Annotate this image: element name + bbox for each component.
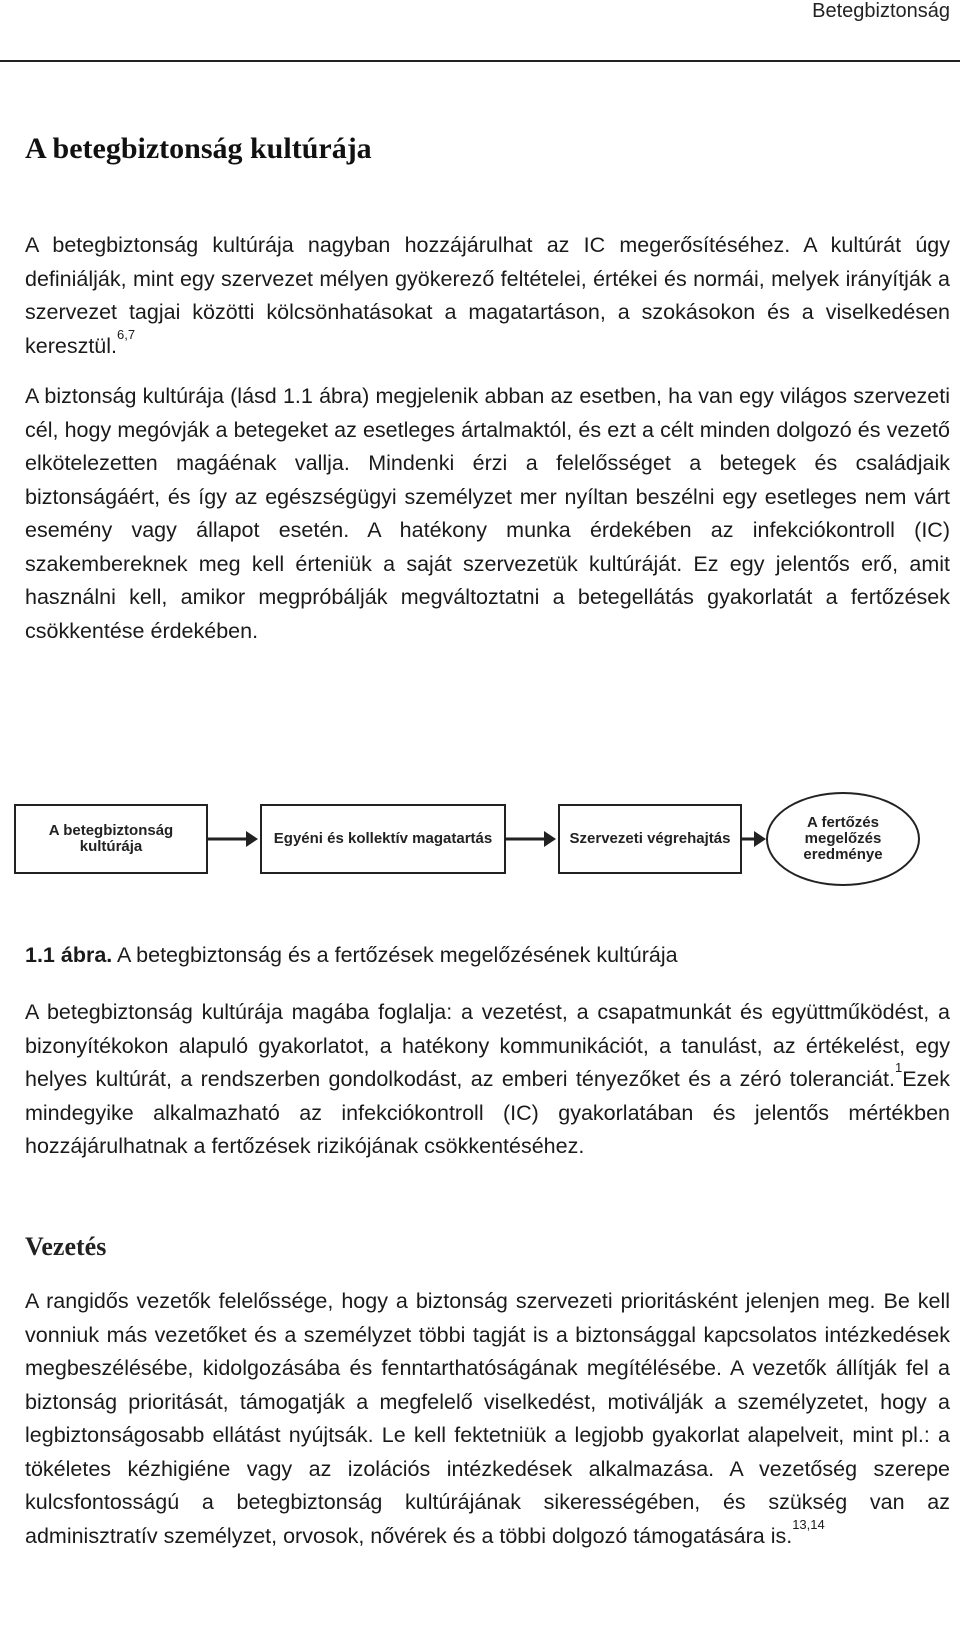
reference-superscript: 6,7 [117,326,136,342]
running-header: Betegbiztonság [812,0,950,22]
paragraph-safety-culture: A biztonság kultúrája (lásd 1.1 ábra) megjelenik abban az esetben, ha van egy világos szervezeti cél, hogy megóvják a betegeket az esetleges ártalmaktól, és ezt a célt minden dolgozó és vezető elkötelezetten magáénak vallja. Mindenki érzi a felelősséget a betegek és családjaik biztonságáért, és így az egészségügyi személyzet mer nyíltan beszélni egy esetleges nem várt esemény vagy állapot esetén. A hatékony munka érdekében az infekciókontroll (IC) szakembereknek meg kell érteniük a saját szervezetük kultúráját. Ez egy jelentős erő, amit használni kell, amikor megpróbálják megváltoztatni a betegellátás gyakorlatát a fertőzések csökkentése érdekében. [25,384,950,643]
paragraph-intro-text: A betegbiztonság kultúrája nagyban hozzájárulhat az IC megerősítéséhez. A kultúrát úgy definiálják, mint egy szervezet mélyen gyökerező feltételei, értékei és normái, melyek irányítják a szervezet tagjai közötti kölcsönhatásokat a magatartáson, a szokásokon és a viselkedésen keresztül. [25,233,950,358]
paragraph-intro [25,229,950,363]
figure-box-organisation: Szervezeti végrehajtás [558,804,742,874]
figure-ellipse-outcome: A fertőzés megelőzés eredménye [766,792,920,886]
reference-superscript: 13,14 [792,1516,825,1532]
paragraph-leadership [25,1285,950,1553]
arrow-icon [504,827,556,851]
paragraph-components [25,996,950,1164]
arrow-icon [740,827,766,851]
paragraph-components-text-a: A betegbiztonság kultúrája magába foglalja: a vezetést, a csapatmunkát és együttműködést, a bizonyítékokon alapuló gyakorlatot, a hatékony kommunikációt, a tanulást, az értékelést, egy helyes kultúrát, a rendszerben gondolkodást, az emberi tényezőket és a zéró toleranciát. [25,1000,950,1091]
paragraph-components-text-b: Ezek mindegyike alkalmazható az infekciókontroll (IC) gyakorlatában és jelentős mértékben hozzájárulhatnak a fertőzések rizikójának csökkentéséhez. [25,1067,950,1158]
arrow-icon [206,827,258,851]
figure-caption [25,940,678,970]
section-heading: Vezetés [25,1232,107,1261]
header-rule [0,60,960,62]
reference-superscript: 1 [894,1060,903,1075]
caption-label: 1.1 ábra. [25,943,113,967]
page-title: A betegbiztonság kultúrája [25,132,372,165]
paragraph-leadership-text: A rangidős vezetők felelőssége, hogy a biztonság szervezeti prioritásként jelenjen meg. Be kell vonniuk más vezetőket és a személyzet többi tagját is a biztonsággal kapcsolatos intézkedések megbeszélésébe, kidolgozásába és fenntarthatóságának megítélésébe. A vezetők állítják fel a biztonság prioritását, támogatják a megfelelő viselkedést, motiválják a személyzetet, hogy a legbiztonságosabb ellátást nyújtsák. Le kell fektetniük a legjobb gyakorlat alapelveit, mint pl.: a tökéletes kézhigiéne vagy az izolációs intézkedések alkalmazása. A vezetőség szerepe kulcsfontosságú a betegbiztonság kultúrájának sikerességében, és szükség van az adminisztratív személyzet, orvosok, nővérek és a többi dolgozó támogatására is. [25,1289,950,1548]
figure-box-culture: A betegbiztonság kultúrája [14,804,208,874]
figure-box-behaviour: Egyéni és kollektív magatartás [260,804,506,874]
figure-1-1-diagram [14,792,944,888]
caption-text: A betegbiztonság és a fertőzések megelőzésének kultúrája [117,943,678,967]
